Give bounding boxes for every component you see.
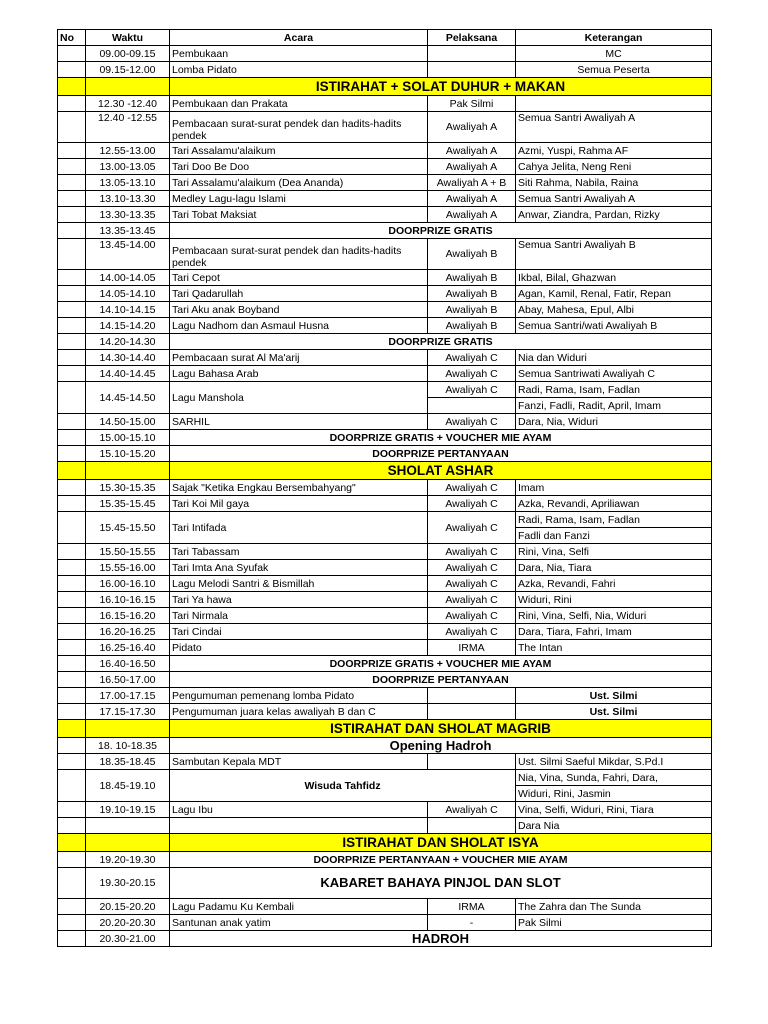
section-banner-row [58,462,712,480]
waktu-cell: 13.10-13.30 [86,191,170,207]
keterangan-cell: Azmi, Yuspi, Rahma AF [516,143,712,159]
schedule-row [58,931,712,947]
waktu-cell: 15.50-15.55 [86,544,170,560]
schedule-row [58,480,712,496]
waktu-cell: 15.45-15.50 [86,512,170,544]
schedule-table [57,29,712,947]
no-cell [58,770,86,802]
pelaksana-cell: Awaliyah B [428,286,516,302]
acara-cell: Tari Aku anak Boyband [170,302,428,318]
waktu-cell: 18.45-19.10 [86,770,170,802]
schedule-row [58,704,712,720]
no-cell [58,704,86,720]
no-cell [58,223,86,239]
schedule-row [58,868,712,899]
acara-cell: Tari Assalamu'alaikum (Dea Ananda) [170,175,428,191]
no-cell [58,560,86,576]
keterangan-cell: Rini, Vina, Selfi, Nia, Widuri [516,608,712,624]
waktu-cell: 16.15-16.20 [86,608,170,624]
keterangan-cell: Semua Peserta [516,62,712,78]
keterangan-cell: Azka, Revandi, Fahri [516,576,712,592]
header-waktu: Waktu [86,30,170,46]
acara-cell: Lagu Nadhom dan Asmaul Husna [170,318,428,334]
keterangan-cell: Dara, Tiara, Fahri, Imam [516,624,712,640]
waktu-cell: 17.15-17.30 [86,704,170,720]
wisuda-event: Wisuda Tahfidz [170,770,516,802]
schedule-row [58,350,712,366]
pelaksana-cell: Awaliyah A [428,112,516,143]
pelaksana-cell: Awaliyah C [428,382,516,398]
pelaksana-cell: Awaliyah C [428,350,516,366]
no-cell [58,608,86,624]
acara-cell: Tari Cepot [170,270,428,286]
schedule-row [58,688,712,704]
acara-cell: Tari Doo Be Doo [170,159,428,175]
schedule-row [58,318,712,334]
schedule-row [58,414,712,430]
no-cell [58,78,86,96]
keterangan-cell: Fanzi, Fadli, Radit, April, Imam [516,398,712,414]
no-cell [58,754,86,770]
keterangan-cell: Azka, Revandi, Apriliawan [516,496,712,512]
no-cell [58,318,86,334]
pelaksana-cell [428,818,516,834]
no-cell [58,191,86,207]
acara-cell: Tari Ya hawa [170,592,428,608]
acara-cell: SARHIL [170,414,428,430]
pelaksana-cell [428,398,516,414]
no-cell [58,350,86,366]
schedule-row [58,656,712,672]
no-cell [58,382,86,414]
keterangan-cell: Nia, Vina, Sunda, Fahri, Dara, [516,770,712,786]
no-cell [58,656,86,672]
header-row [58,30,712,46]
schedule-row [58,818,712,834]
waktu-cell: 20.30-21.00 [86,931,170,947]
doorprize-event: DOORPRIZE GRATIS [170,223,712,239]
acara-cell: Tari Cindai [170,624,428,640]
acara-cell: Tari Intifada [170,512,428,544]
acara-cell: Tari Qadarullah [170,286,428,302]
keterangan-cell: Radi, Rama, Isam, Fadlan [516,382,712,398]
waktu-cell: 16.25-16.40 [86,640,170,656]
no-cell [58,818,86,834]
no-cell [58,480,86,496]
acara-cell: Sajak "Ketika Engkau Bersembahyang" [170,480,428,496]
acara-cell: Pembukaan dan Prakata [170,96,428,112]
section-banner-row [58,78,712,96]
keterangan-cell: Anwar, Ziandra, Pardan, Rizky [516,207,712,223]
highlight-event: Opening Hadroh [170,738,712,754]
schedule-row [58,270,712,286]
acara-cell: Lomba Pidato [170,62,428,78]
acara-cell: Pembacaan surat-surat pendek dan hadits-hadits pendek [170,112,428,143]
acara-cell: Pembukaan [170,46,428,62]
schedule-row [58,46,712,62]
acara-cell: Lagu Ibu [170,802,428,818]
waktu-cell: 13.30-13.35 [86,207,170,223]
keterangan-cell: Semua Santri Awaliyah B [516,239,712,270]
doorprize-event: DOORPRIZE GRATIS + VOUCHER MIE AYAM [170,430,712,446]
keterangan-cell: Dara Nia [516,818,712,834]
no-cell [58,159,86,175]
acara-cell: Pidato [170,640,428,656]
schedule-row [58,512,712,528]
waktu-cell: 16.40-16.50 [86,656,170,672]
waktu-cell [86,720,170,738]
keterangan-cell [516,96,712,112]
schedule-sheet [57,29,711,947]
no-cell [58,624,86,640]
schedule-body [58,46,712,947]
no-cell [58,738,86,754]
waktu-cell: 16.00-16.10 [86,576,170,592]
schedule-row [58,382,712,398]
keterangan-cell: Ust. Silmi Saeful Mikdar, S.Pd.I [516,754,712,770]
schedule-row [58,175,712,191]
schedule-row [58,592,712,608]
no-cell [58,207,86,223]
pelaksana-cell: Awaliyah C [428,592,516,608]
pelaksana-cell: Awaliyah A + B [428,175,516,191]
keterangan-cell: Widuri, Rini, Jasmin [516,786,712,802]
pelaksana-cell: Awaliyah C [428,576,516,592]
no-cell [58,931,86,947]
schedule-row [58,112,712,143]
waktu-cell [86,834,170,852]
acara-cell: Tari Imta Ana Syufak [170,560,428,576]
header-acara: Acara [170,30,428,46]
pelaksana-cell [428,754,516,770]
acara-cell: Lagu Manshola [170,382,428,414]
schedule-row [58,207,712,223]
schedule-row [58,302,712,318]
schedule-row [58,770,712,786]
acara-cell: Tari Assalamu'alaikum [170,143,428,159]
pelaksana-cell [428,704,516,720]
schedule-row [58,576,712,592]
acara-cell: Tari Tabassam [170,544,428,560]
no-cell [58,802,86,818]
pelaksana-cell: Awaliyah B [428,239,516,270]
waktu-cell: 13.00-13.05 [86,159,170,175]
acara-cell: Tari Nirmala [170,608,428,624]
schedule-row [58,430,712,446]
keterangan-cell: Ikbal, Bilal, Ghazwan [516,270,712,286]
waktu-cell [86,462,170,480]
no-cell [58,640,86,656]
pelaksana-cell: - [428,915,516,931]
waktu-cell: 14.20-14.30 [86,334,170,350]
schedule-row [58,446,712,462]
section-banner: ISTIRAHAT + SOLAT DUHUR + MAKAN [170,78,712,96]
no-cell [58,286,86,302]
keterangan-cell: Agan, Kamil, Renal, Fatir, Repan [516,286,712,302]
no-cell [58,270,86,286]
waktu-cell: 19.10-19.15 [86,802,170,818]
pelaksana-cell: Awaliyah A [428,159,516,175]
keterangan-cell: Dara, Nia, Tiara [516,560,712,576]
schedule-row [58,624,712,640]
acara-cell [170,818,428,834]
schedule-row [58,608,712,624]
pelaksana-cell: Awaliyah A [428,207,516,223]
schedule-row [58,143,712,159]
pelaksana-cell: Awaliyah B [428,318,516,334]
waktu-cell: 14.05-14.10 [86,286,170,302]
acara-cell: Lagu Bahasa Arab [170,366,428,382]
pelaksana-cell [428,62,516,78]
no-cell [58,512,86,544]
acara-cell: Medley Lagu-lagu Islami [170,191,428,207]
section-banner-row [58,834,712,852]
schedule-row [58,544,712,560]
doorprize-event: DOORPRIZE PERTANYAAN [170,672,712,688]
waktu-cell: 12.40 -12.55 [86,112,170,143]
acara-cell: Tari Tobat Maksiat [170,207,428,223]
waktu-cell: 16.20-16.25 [86,624,170,640]
schedule-row [58,899,712,915]
keterangan-cell: Semua Santri/wati Awaliyah B [516,318,712,334]
schedule-row [58,191,712,207]
header-keterangan: Keterangan [516,30,712,46]
schedule-row [58,672,712,688]
schedule-row [58,159,712,175]
pelaksana-cell: Awaliyah C [428,560,516,576]
keterangan-cell: Siti Rahma, Nabila, Raina [516,175,712,191]
pelaksana-cell: Awaliyah A [428,191,516,207]
no-cell [58,852,86,868]
waktu-cell: 14.45-14.50 [86,382,170,414]
pelaksana-cell: Awaliyah C [428,512,516,544]
waktu-cell: 09.15-12.00 [86,62,170,78]
waktu-cell: 20.15-20.20 [86,899,170,915]
pelaksana-cell: Awaliyah C [428,496,516,512]
no-cell [58,672,86,688]
no-cell [58,112,86,143]
no-cell [58,720,86,738]
no-cell [58,899,86,915]
section-banner: ISTIRAHAT DAN SHOLAT ISYA [170,834,712,852]
keterangan-cell: Semua Santri Awaliyah A [516,191,712,207]
acara-cell: Pembacaan surat-surat pendek dan hadits-hadits pendek [170,239,428,270]
keterangan-cell: Semua Santriwati Awaliyah C [516,366,712,382]
keterangan-cell: MC [516,46,712,62]
keterangan-cell: The Intan [516,640,712,656]
pelaksana-cell [428,46,516,62]
waktu-cell: 14.40-14.45 [86,366,170,382]
acara-cell: Pengumuman pemenang lomba Pidato [170,688,428,704]
schedule-row [58,560,712,576]
schedule-row [58,754,712,770]
doorprize-event: DOORPRIZE GRATIS [170,334,712,350]
keterangan-cell: Imam [516,480,712,496]
pelaksana-cell: Awaliyah C [428,480,516,496]
waktu-cell: 15.00-15.10 [86,430,170,446]
acara-cell: Pengumuman juara kelas awaliyah B dan C [170,704,428,720]
keterangan-cell: Fadli dan Fanzi [516,528,712,544]
waktu-cell: 12.55-13.00 [86,143,170,159]
no-cell [58,366,86,382]
acara-cell: Pembacaan surat Al Ma'arij [170,350,428,366]
pelaksana-cell: Awaliyah C [428,608,516,624]
no-cell [58,688,86,704]
keterangan-cell: Radi, Rama, Isam, Fadlan [516,512,712,528]
no-cell [58,868,86,899]
no-cell [58,414,86,430]
acara-cell: Tari Koi Mil gaya [170,496,428,512]
pelaksana-cell: Pak Silmi [428,96,516,112]
waktu-cell: 16.50-17.00 [86,672,170,688]
schedule-row [58,496,712,512]
waktu-cell: 14.10-14.15 [86,302,170,318]
schedule-row [58,915,712,931]
waktu-cell: 14.50-15.00 [86,414,170,430]
no-cell [58,430,86,446]
no-cell [58,143,86,159]
waktu-cell: 16.10-16.15 [86,592,170,608]
waktu-cell: 18.35-18.45 [86,754,170,770]
no-cell [58,96,86,112]
pelaksana-cell [428,688,516,704]
pelaksana-cell: Awaliyah C [428,802,516,818]
waktu-cell: 14.00-14.05 [86,270,170,286]
no-cell [58,302,86,318]
highlight-event: KABARET BAHAYA PINJOL DAN SLOT [170,868,712,899]
no-cell [58,496,86,512]
keterangan-cell: Widuri, Rini [516,592,712,608]
waktu-cell [86,818,170,834]
no-cell [58,834,86,852]
keterangan-cell: The Zahra dan The Sunda [516,899,712,915]
no-cell [58,446,86,462]
no-cell [58,46,86,62]
schedule-row [58,852,712,868]
keterangan-cell: Semua Santri Awaliyah A [516,112,712,143]
keterangan-cell: Rini, Vina, Selfi [516,544,712,560]
pelaksana-cell: Awaliyah A [428,143,516,159]
doorprize-event: DOORPRIZE GRATIS + VOUCHER MIE AYAM [170,656,712,672]
no-cell [58,592,86,608]
pelaksana-cell: IRMA [428,899,516,915]
pelaksana-cell: Awaliyah B [428,270,516,286]
schedule-row [58,802,712,818]
section-banner: ISTIRAHAT DAN SHOLAT MAGRIB [170,720,712,738]
pelaksana-cell: IRMA [428,640,516,656]
section-banner-row [58,720,712,738]
waktu-cell: 12.30 -12.40 [86,96,170,112]
schedule-row [58,96,712,112]
keterangan-cell: Dara, Nia, Widuri [516,414,712,430]
waktu-cell: 20.20-20.30 [86,915,170,931]
waktu-cell: 13.05-13.10 [86,175,170,191]
schedule-row [58,334,712,350]
acara-cell: Santunan anak yatim [170,915,428,931]
waktu-cell: 09.00-09.15 [86,46,170,62]
keterangan-cell: Pak Silmi [516,915,712,931]
highlight-event: HADROH [170,931,712,947]
no-cell [58,62,86,78]
waktu-cell: 19.20-19.30 [86,852,170,868]
doorprize-event: DOORPRIZE PERTANYAAN [170,446,712,462]
waktu-cell: 18. 10-18.35 [86,738,170,754]
no-cell [58,576,86,592]
waktu-cell: 19.30-20.15 [86,868,170,899]
waktu-cell: 14.30-14.40 [86,350,170,366]
no-cell [58,544,86,560]
keterangan-cell: Cahya Jelita, Neng Reni [516,159,712,175]
waktu-cell: 15.35-15.45 [86,496,170,512]
waktu-cell: 14.15-14.20 [86,318,170,334]
header-pelaksana: Pelaksana [428,30,516,46]
keterangan-cell: Nia dan Widuri [516,350,712,366]
doorprize-event: DOORPRIZE PERTANYAAN + VOUCHER MIE AYAM [170,852,712,868]
schedule-row [58,738,712,754]
header-no: No [58,30,86,46]
no-cell [58,175,86,191]
pelaksana-cell: Awaliyah C [428,414,516,430]
pelaksana-cell: Awaliyah C [428,366,516,382]
acara-cell: Lagu Padamu Ku Kembali [170,899,428,915]
acara-cell: Sambutan Kepala MDT [170,754,428,770]
no-cell [58,334,86,350]
no-cell [58,462,86,480]
schedule-row [58,286,712,302]
acara-cell: Lagu Melodi Santri & Bismillah [170,576,428,592]
waktu-cell: 15.10-15.20 [86,446,170,462]
no-cell [58,239,86,270]
schedule-row [58,366,712,382]
pelaksana-cell: Awaliyah C [428,544,516,560]
schedule-row [58,62,712,78]
waktu-cell: 13.45-14.00 [86,239,170,270]
pelaksana-cell: Awaliyah B [428,302,516,318]
schedule-row [58,223,712,239]
schedule-row [58,640,712,656]
waktu-cell: 15.30-15.35 [86,480,170,496]
waktu-cell: 15.55-16.00 [86,560,170,576]
section-banner: SHOLAT ASHAR [170,462,712,480]
keterangan-cell: Ust. Silmi [516,688,712,704]
waktu-cell [86,78,170,96]
keterangan-cell: Vina, Selfi, Widuri, Rini, Tiara [516,802,712,818]
schedule-row [58,239,712,270]
keterangan-cell: Ust. Silmi [516,704,712,720]
waktu-cell: 17.00-17.15 [86,688,170,704]
waktu-cell: 13.35-13.45 [86,223,170,239]
pelaksana-cell: Awaliyah C [428,624,516,640]
keterangan-cell: Abay, Mahesa, Epul, Albi [516,302,712,318]
no-cell [58,915,86,931]
